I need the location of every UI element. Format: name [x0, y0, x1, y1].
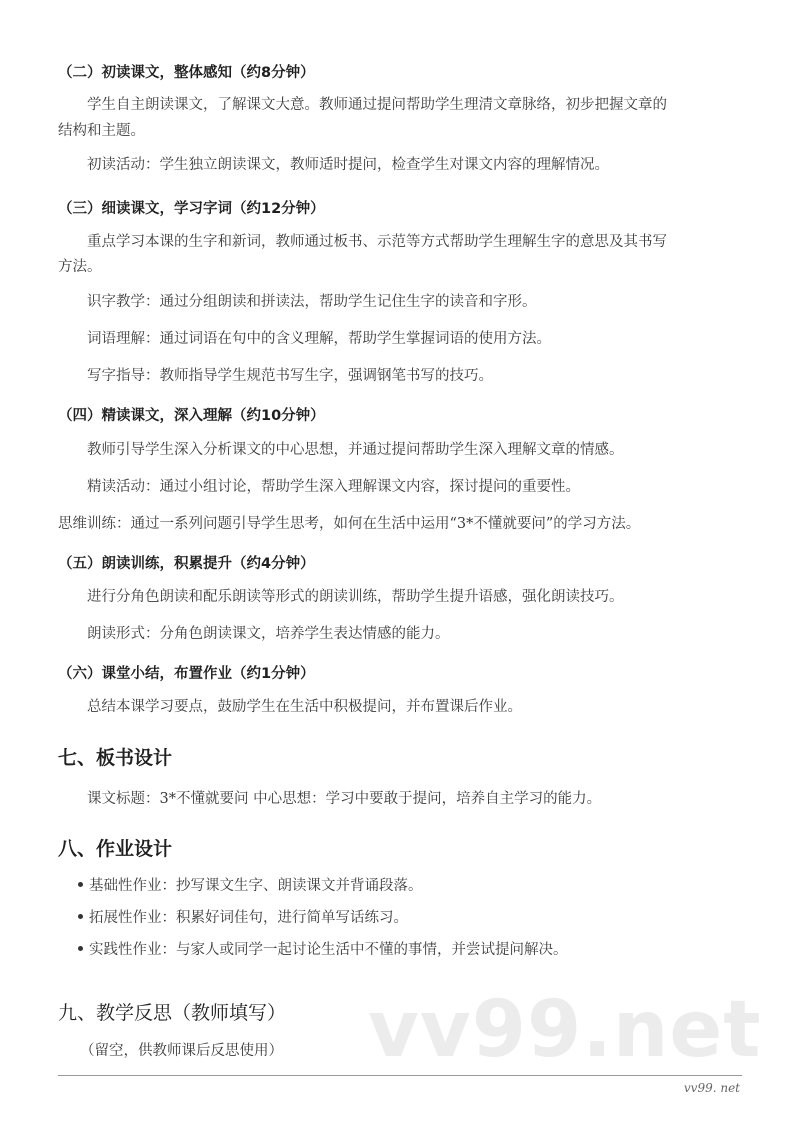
bullet-icon — [78, 946, 83, 951]
section-4-activity: 精读活动：通过小组讨论，帮助学生深入理解课文内容，探讨提问的重要性。 — [87, 479, 580, 495]
section-3-paragraph-line-2: 方法。 — [58, 259, 102, 275]
section-3-paragraph-line-1: 重点学习本课的生字和新词，教师通过板书、示范等方式帮助学生理解生字的意思及其书写 — [87, 234, 667, 250]
homework-item-text: 实践性作业：与家人或同学一起讨论生活中不懂的事情，并尝试提问解决。 — [89, 942, 568, 958]
section-heading-7: 七、板书设计 — [58, 747, 173, 769]
section-heading-5: （五）朗读训练，积累提升（约4分钟） — [58, 556, 315, 572]
section-9-placeholder: （留空，供教师课后反思使用） — [80, 1043, 283, 1059]
section-5-reading-form: 朗读形式：分角色朗读课文，培养学生表达情感的能力。 — [87, 626, 450, 642]
section-3-item-writing: 写字指导：教师指导学生规范书写生字，强调钢笔书写的技巧。 — [87, 368, 493, 384]
homework-item — [78, 940, 568, 960]
homework-item-text: 基础性作业：抄写课文生字、朗读课文并背诵段落。 — [89, 878, 423, 894]
section-2-paragraph-line-2: 结构和主题。 — [58, 123, 145, 139]
footer-brand: vv99. net — [683, 1081, 740, 1095]
section-heading-9: 九、教学反思（教师填写） — [58, 1002, 287, 1024]
section-5-paragraph: 进行分角色朗读和配乐朗读等形式的朗读训练，帮助学生提升语感，强化朗读技巧。 — [87, 589, 624, 605]
section-heading-8: 八、作业设计 — [58, 838, 173, 860]
footer-divider — [58, 1075, 742, 1076]
bullet-icon — [78, 914, 83, 919]
homework-item — [78, 876, 423, 896]
section-4-paragraph: 教师引导学生深入分析课文的中心思想，并通过提问帮助学生深入理解文章的情感。 — [87, 442, 624, 458]
homework-item-text: 拓展性作业：积累好词佳句，进行简单写话练习。 — [89, 910, 408, 926]
section-heading-4: （四）精读课文，深入理解（约10分钟） — [58, 408, 325, 424]
section-2-activity: 初读活动：学生独立朗读课文，教师适时提问，检查学生对课文内容的理解情况。 — [87, 157, 609, 173]
bullet-icon — [78, 882, 83, 887]
section-4-thinking-training: 思维训练：通过一系列问题引导学生思考，如何在生活中运用“3*不懂就要问”的学习方法。 — [58, 516, 641, 532]
section-2-paragraph-line-1: 学生自主朗读课文，了解课文大意。教师通过提问帮助学生理清文章脉络，初步把握文章的 — [87, 97, 667, 113]
section-6-paragraph: 总结本课学习要点，鼓励学生在生活中积极提问，并布置课后作业。 — [87, 699, 522, 715]
section-3-item-literacy: 识字教学：通过分组朗读和拼读法，帮助学生记住生字的读音和字形。 — [87, 294, 537, 310]
section-7-blackboard-content: 课文标题：3*不懂就要问 中心思想：学习中要敢于提问，培养自主学习的能力。 — [87, 791, 602, 807]
section-3-item-vocabulary: 词语理解：通过词语在句中的含义理解，帮助学生掌握词语的使用方法。 — [87, 331, 551, 347]
watermark: vv99.net — [368, 985, 762, 1075]
section-heading-2: （二）初读课文，整体感知（约8分钟） — [58, 65, 315, 81]
section-heading-3: （三）细读课文，学习字词（约12分钟） — [58, 201, 325, 217]
homework-item — [78, 908, 408, 928]
section-heading-6: （六）课堂小结，布置作业（约1分钟） — [58, 666, 315, 682]
